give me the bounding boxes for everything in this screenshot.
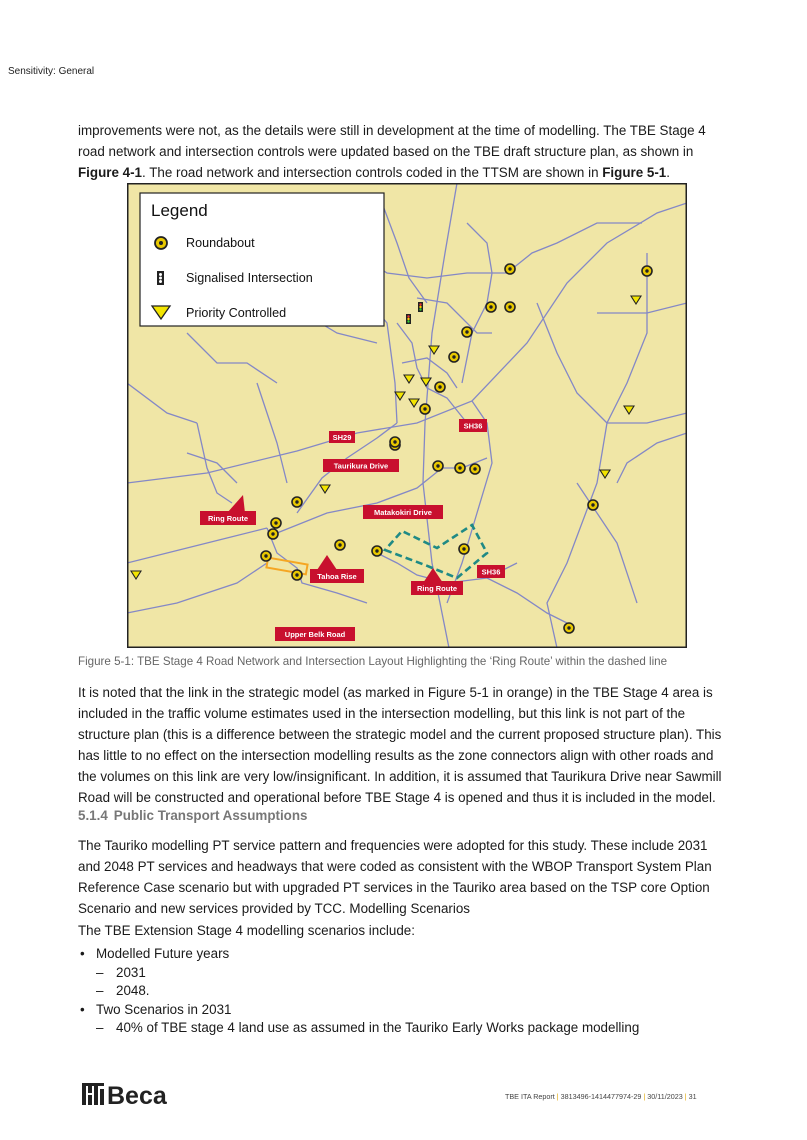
list-item-text: Two Scenarios in 2031 [96, 1001, 232, 1017]
legend-roundabout-icon [155, 237, 167, 249]
section-number: 5.1.4 [78, 808, 108, 823]
map-legend [140, 193, 384, 326]
svg-text:Ring Route: Ring Route [208, 514, 248, 523]
roundabout-icon [335, 540, 345, 550]
svg-text:SH36: SH36 [481, 567, 501, 577]
sub-list [96, 1019, 730, 1038]
footer-date: 30/11/2023 [647, 1092, 683, 1101]
intro-line-3-end: . [666, 165, 670, 180]
svg-text:Beca: Beca [107, 1083, 167, 1107]
roundabout-icon [449, 352, 459, 362]
beca-logo [82, 1083, 182, 1107]
roundabout-icon [372, 546, 382, 556]
footer-page-number: 31 [688, 1092, 697, 1101]
roundabout-icon [588, 500, 598, 510]
traffic-signal-icon [406, 314, 411, 324]
footer-info [505, 1092, 697, 1101]
section-heading [78, 808, 308, 823]
traffic-signal-icon [418, 302, 423, 312]
svg-text:Ring Route: Ring Route [417, 584, 457, 593]
roundabout-icon [505, 302, 515, 312]
roundabout-icon [268, 529, 278, 539]
list-item [78, 1001, 730, 1038]
intro-paragraph [78, 120, 730, 183]
roundabout-icon [390, 437, 400, 447]
map-label-matakokiri [363, 505, 443, 519]
legend-roundabout-label: Roundabout [186, 236, 255, 250]
footer-report: TBE ITA Report [505, 1092, 555, 1101]
roundabout-icon [462, 327, 472, 337]
sub-list-item: – 2048. [96, 982, 730, 1001]
roundabout-icon [505, 264, 515, 274]
section-title: Public Transport Assumptions [113, 808, 308, 823]
svg-text:Tahoa Rise: Tahoa Rise [317, 572, 357, 581]
sub-list-item: – 40% of TBE stage 4 land use as assumed in the Tauriko Early Works package modelling [96, 1019, 730, 1038]
roundabout-icon [486, 302, 496, 312]
roundabout-icon [261, 551, 271, 561]
roundabout-icon [455, 463, 465, 473]
roundabout-icon [642, 266, 652, 276]
roundabout-icon [564, 623, 574, 633]
roundabout-icon [420, 404, 430, 414]
sub-list-item: – 2031 [96, 964, 730, 983]
road-network-map [127, 183, 687, 648]
svg-text:Taurikura Drive: Taurikura Drive [333, 461, 389, 471]
map-label-sh29 [329, 431, 355, 443]
roundabout-icon [433, 461, 443, 471]
footer-separator: | [556, 1092, 559, 1101]
roundabout-icon [292, 570, 302, 580]
roundabout-icon [271, 518, 281, 528]
roundabout-icon [435, 382, 445, 392]
svg-text:Upper Belk Road: Upper Belk Road [284, 630, 346, 639]
figure-caption: Figure 5-1: TBE Stage 4 Road Network and Intersection Layout Highlighting the ‘Ring Route’ within the dashed line [78, 655, 668, 668]
intro-line-3: . The road network and intersection controls coded in the TTSM are shown in [142, 165, 603, 180]
legend-signal-label: Signalised Intersection [186, 271, 313, 285]
intro-line-1: improvements were not, as the details were still in development at the time of modelling. The TBE Stage 4 [78, 123, 706, 138]
svg-text:Matakokiri Drive: Matakokiri Drive [374, 508, 432, 517]
scenarios-intro: The TBE Extension Stage 4 modelling scenarios include: [78, 923, 415, 938]
figure-4-1-ref[interactable]: Figure 4-1 [78, 165, 142, 180]
scenario-list [78, 945, 730, 1038]
sub-list [96, 964, 730, 1001]
map-label-sh36-south [477, 565, 505, 578]
footer-separator: | [643, 1092, 646, 1101]
roundabout-icon [459, 544, 469, 554]
map-label-taurikura [323, 459, 399, 472]
roundabout-icon [292, 497, 302, 507]
roundabout-icon [470, 464, 480, 474]
intro-line-2: road network and intersection controls were updated based on the TBE draft structure plan, as shown in [78, 144, 694, 159]
map-label-sh36-north [459, 419, 487, 432]
body-paragraph: It is noted that the link in the strategic model (as marked in Figure 5-1 in orange) in the TBE Stage 4 area is included in the traffic volume estimates used in the intersection modelling, but this link is not part of the structure plan (this is a difference between the strategic model and the current proposed structure plan). This has little to no effect on the intersection modelling results as the zone connectors align with other roads and the volumes on this link are very low/insignificant. In addition, it is assumed that Taurikura Drive near Sawmill Road will be constructed and operational before TBE Stage 4 is opened and thus it is included in the model. [78, 685, 722, 805]
legend-priority-label: Priority Controlled [186, 306, 287, 320]
legend-title: Legend [151, 201, 208, 220]
map-label-upper-belk [275, 627, 355, 641]
footer-separator: | [684, 1092, 687, 1101]
pt-paragraph: The Tauriko modelling PT service pattern and frequencies were adopted for this study. These include 2031 and 2048 PT services and headways that were coded as consistent with the WBOP Transport System Plan Reference Case scenario but with upgraded PT services in the Tauriko area based on the TSP core Option Scenario and new services provided by TCC. Modelling Scenarios [78, 838, 712, 916]
svg-text:SH36: SH36 [463, 421, 483, 431]
figure-5-1-ref[interactable]: Figure 5-1 [602, 165, 667, 180]
sensitivity-label: Sensitivity: General [8, 66, 95, 77]
legend-signal-icon [157, 271, 164, 285]
list-item-text: Modelled Future years [96, 946, 230, 961]
svg-text:SH29: SH29 [332, 433, 352, 442]
footer-ref: 3813496-1414477974-29 [560, 1092, 642, 1101]
list-item [78, 945, 730, 1001]
